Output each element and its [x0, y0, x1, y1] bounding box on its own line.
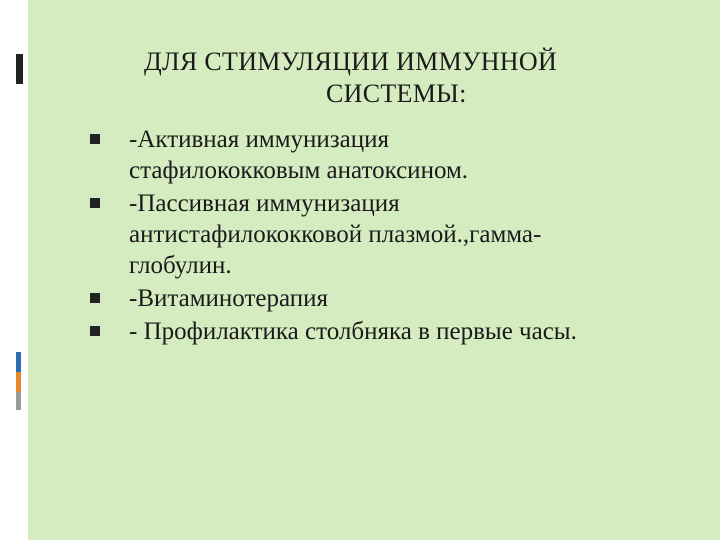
- bullet-list: [0, 124, 720, 347]
- bullet-text-line: -Пассивная иммунизация: [129, 190, 400, 217]
- bullet-item: [0, 188, 720, 281]
- bullet-text-line: -Активная иммунизация: [129, 126, 390, 153]
- decorative-bar-gray: [16, 392, 21, 410]
- bullet-item: [0, 316, 720, 347]
- decorative-bar-blue: [16, 352, 21, 372]
- bullet-text-line: стафилококковым анатоксином.: [129, 157, 469, 184]
- bullet-text: [129, 316, 690, 347]
- bullet-text-line: глобулин.: [129, 252, 232, 279]
- bullet-item: [0, 124, 720, 186]
- bullet-text-line: -Витаминотерапия: [129, 285, 328, 312]
- bullet-item: [0, 283, 720, 314]
- bullet-text: [129, 124, 690, 186]
- bullet-text-line: антистафилококковой плазмой.,гамма-: [129, 221, 542, 248]
- bullet-text: [129, 283, 690, 314]
- square-bullet-icon: [90, 293, 100, 303]
- bullet-text: [129, 188, 690, 281]
- square-bullet-icon: [90, 326, 100, 336]
- slide-title: [140, 46, 660, 110]
- square-bullet-icon: [90, 198, 100, 208]
- bullet-text-line: - Профилактика столбняка в первые часы.: [129, 318, 577, 345]
- slide-title-line-1: ДЛЯ СТИМУЛЯЦИИ ИММУННОЙ: [144, 47, 558, 76]
- slide-title-line-2: СИСТЕМЫ:: [326, 79, 467, 108]
- decorative-bar-dark: [16, 54, 23, 84]
- decorative-bar-orange: [16, 372, 21, 392]
- square-bullet-icon: [90, 134, 100, 144]
